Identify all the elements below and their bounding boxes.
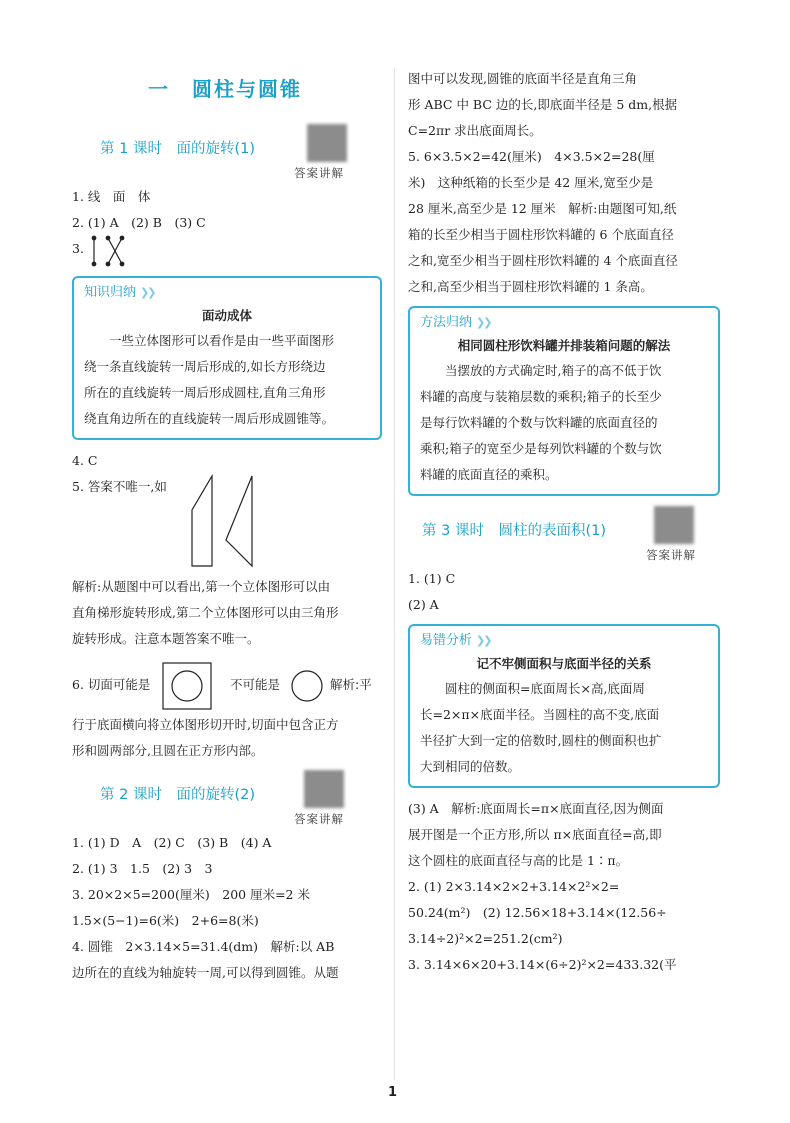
double-chevron-icon: ❯❯ bbox=[476, 316, 491, 329]
answer-5-label: 5. 答案不唯一,如 bbox=[72, 479, 167, 494]
answer-6 bbox=[72, 660, 382, 712]
lesson-3-answer: (3) A 解析:底面周长=π×底面直径,因为侧面 bbox=[408, 801, 664, 816]
double-chevron-icon: ❯❯ bbox=[140, 286, 155, 299]
knowledge-box-line: 一些立体图形可以看作是由一些平面图形 bbox=[109, 333, 335, 348]
explanation-line: 行于底面横向将立体图形切开时,切面中包含正方 bbox=[72, 717, 339, 732]
knowledge-box-line: 绕直角边所在的直线旋转一周后形成圆锥等。 bbox=[84, 411, 335, 426]
lesson-1-title: 第 1 课时 面的旋转(1) bbox=[100, 141, 255, 157]
square-with-circle-shape bbox=[162, 662, 212, 710]
knowledge-box-tag-label: 知识归纳 bbox=[84, 285, 137, 300]
answer-1: 1. 线 面 体 bbox=[72, 189, 151, 204]
method-box-line: 当摆放的方式确定时,箱子的高不低于饮 bbox=[445, 363, 662, 378]
qr-code-icon[interactable] bbox=[307, 124, 347, 162]
rotation-shapes-diagram bbox=[182, 474, 262, 570]
lesson-3-answer: (2) A bbox=[408, 597, 439, 612]
circle-shape bbox=[290, 669, 324, 703]
method-box-line: 料罐的高度与装箱层数的乘积;箱子的长至少 bbox=[420, 389, 662, 404]
lesson-3-answer: 3. 3.14×6×20+3.14×(6÷2)²×2=433.32(平 bbox=[408, 957, 677, 972]
error-box-line: 半径扩大到一定的倍数时,圆柱的侧面积也扩 bbox=[420, 733, 662, 748]
answer-6-not-label: 不可能是 bbox=[230, 677, 281, 692]
method-box-line: 是每行饮料罐的个数与饮料罐的底面直径的 bbox=[420, 415, 658, 430]
knowledge-box-title: 面动成体 bbox=[201, 308, 252, 323]
error-box-line: 圆柱的侧面积=底面周长×高,底面周 bbox=[445, 681, 645, 696]
lesson-3-answer: 这个圆柱的底面直径与高的比是 1∶π。 bbox=[408, 853, 629, 868]
answer-6-label: 6. 切面可能是 bbox=[72, 677, 151, 692]
explanation-line: 解析:从题图中可以看出,第一个立体图形可以由 bbox=[72, 579, 331, 594]
answer-5-right: 箱的长至少相当于圆柱形饮料罐的 6 个底面直径 bbox=[408, 227, 674, 242]
method-box-line: 料罐的底面直径的乘积。 bbox=[420, 467, 558, 482]
lesson-2-header bbox=[72, 768, 382, 830]
qr-caption: 答案讲解 bbox=[294, 812, 344, 826]
error-analysis-box bbox=[408, 624, 720, 788]
knowledge-box-line: 绕一条直线旋转一周后形成的,如长方形绕边 bbox=[84, 359, 326, 374]
method-box-tag-label: 方法归纳 bbox=[420, 315, 473, 330]
answer-3-label: 3. bbox=[72, 241, 84, 256]
lesson-3-answer: 展开图是一个正方形,所以 π×底面直径=高,即 bbox=[408, 827, 662, 842]
answer-5-explanation bbox=[72, 574, 382, 600]
qr-caption: 答案讲解 bbox=[294, 166, 344, 180]
lesson-1-header bbox=[72, 122, 382, 184]
continued-explanation: C=2πr 求出底面周长。 bbox=[408, 123, 542, 138]
lesson-3-title: 第 3 课时 圆柱的表面积(1) bbox=[422, 523, 606, 539]
answer-3 bbox=[72, 236, 382, 270]
error-box-line: 大到相同的倍数。 bbox=[420, 759, 521, 774]
error-box-tag-label: 易错分析 bbox=[420, 633, 473, 648]
qr-caption: 答案讲解 bbox=[646, 548, 696, 562]
lesson-2-answer: 1. (1) D A (2) C (3) B (4) A bbox=[72, 835, 272, 850]
method-box-line: 乘积;箱子的宽至少是每列饮料罐的个数与饮 bbox=[420, 441, 662, 456]
lesson-2-answer: 4. 圆锥 2×3.14×5=31.4(dm) 解析:以 AB bbox=[72, 939, 335, 954]
answer-6-explanation-label: 解析:平 bbox=[330, 677, 372, 692]
error-box-tag bbox=[420, 630, 708, 652]
answer-5-right: 28 厘米,高至少是 12 厘米 解析:由题图可知,纸 bbox=[408, 201, 677, 216]
lesson-3-answer: 50.24(m²) (2) 12.56×18+3.14×(12.56÷ bbox=[408, 905, 667, 920]
lesson-3-answer: 1. (1) C bbox=[408, 571, 456, 586]
answer-5 bbox=[72, 474, 382, 574]
explanation-line: 旋转形成。注意本题答案不唯一。 bbox=[72, 631, 260, 646]
right-column bbox=[408, 66, 720, 978]
matching-lines-diagram bbox=[90, 234, 140, 268]
answer-5-right: 之和,高至少相当于圆柱形饮料罐的 1 条高。 bbox=[408, 279, 653, 294]
knowledge-box-tag bbox=[84, 282, 370, 304]
continued-explanation: 形 ABC 中 BC 边的长,即底面半径是 5 dm,根据 bbox=[408, 97, 678, 112]
lesson-2-title: 第 2 课时 面的旋转(2) bbox=[100, 787, 255, 803]
qr-code-icon[interactable] bbox=[304, 770, 344, 808]
answer-2: 2. (1) A (2) B (3) C bbox=[72, 215, 206, 230]
answer-4: 4. C bbox=[72, 453, 98, 468]
left-column bbox=[72, 122, 382, 986]
continued-explanation: 图中可以发现,圆锥的底面半径是直角三角 bbox=[408, 71, 637, 86]
method-box-title: 相同圆柱形饮料罐并排装箱问题的解法 bbox=[457, 338, 671, 353]
lesson-2-answer: 3. 20×2×5=200(厘米) 200 厘米=2 米 bbox=[72, 887, 310, 902]
error-box-title: 记不牢侧面积与底面半径的关系 bbox=[476, 656, 652, 671]
explanation-line: 直角梯形旋转形成,第二个立体图形可以由三角形 bbox=[72, 605, 339, 620]
column-divider bbox=[394, 68, 395, 1080]
chapter-title: 一 圆柱与圆锥 bbox=[148, 77, 302, 101]
page-number: 1 bbox=[388, 1085, 398, 1100]
error-box-line: 长=2×π×底面半径。当圆柱的高不变,底面 bbox=[420, 707, 660, 722]
explanation-line: 形和圆两部分,且圆在正方形内部。 bbox=[72, 743, 264, 758]
knowledge-box-line: 所在的直线旋转一周后形成圆柱,直角三角形 bbox=[84, 385, 326, 400]
method-box-tag bbox=[420, 312, 708, 334]
answer-5-right: 5. 6×3.5×2=42(厘米) 4×3.5×2=28(厘 bbox=[408, 149, 655, 164]
lesson-2-answer: 2. (1) 3 1.5 (2) 3 3 bbox=[72, 861, 213, 876]
lesson-3-header bbox=[408, 504, 720, 566]
lesson-2-answer: 边所在的直线为轴旋转一周,可以得到圆锥。从题 bbox=[72, 965, 339, 980]
knowledge-box bbox=[72, 276, 382, 440]
double-chevron-icon: ❯❯ bbox=[476, 634, 491, 647]
lesson-3-answer: 2. (1) 2×3.14×2×2+3.14×2²×2= bbox=[408, 879, 620, 894]
qr-code-icon[interactable] bbox=[654, 506, 694, 544]
lesson-2-answer: 1.5×(5−1)=6(米) 2+6=8(米) bbox=[72, 913, 259, 928]
method-box bbox=[408, 306, 720, 496]
lesson-3-answer: 3.14÷2)²×2=251.2(cm²) bbox=[408, 931, 563, 946]
answer-5-right: 米) 这种纸箱的长至少是 42 厘米,宽至少是 bbox=[408, 175, 654, 190]
answer-5-right: 之和,宽至少相当于圆柱形饮料罐的 4 个底面直径 bbox=[408, 253, 678, 268]
